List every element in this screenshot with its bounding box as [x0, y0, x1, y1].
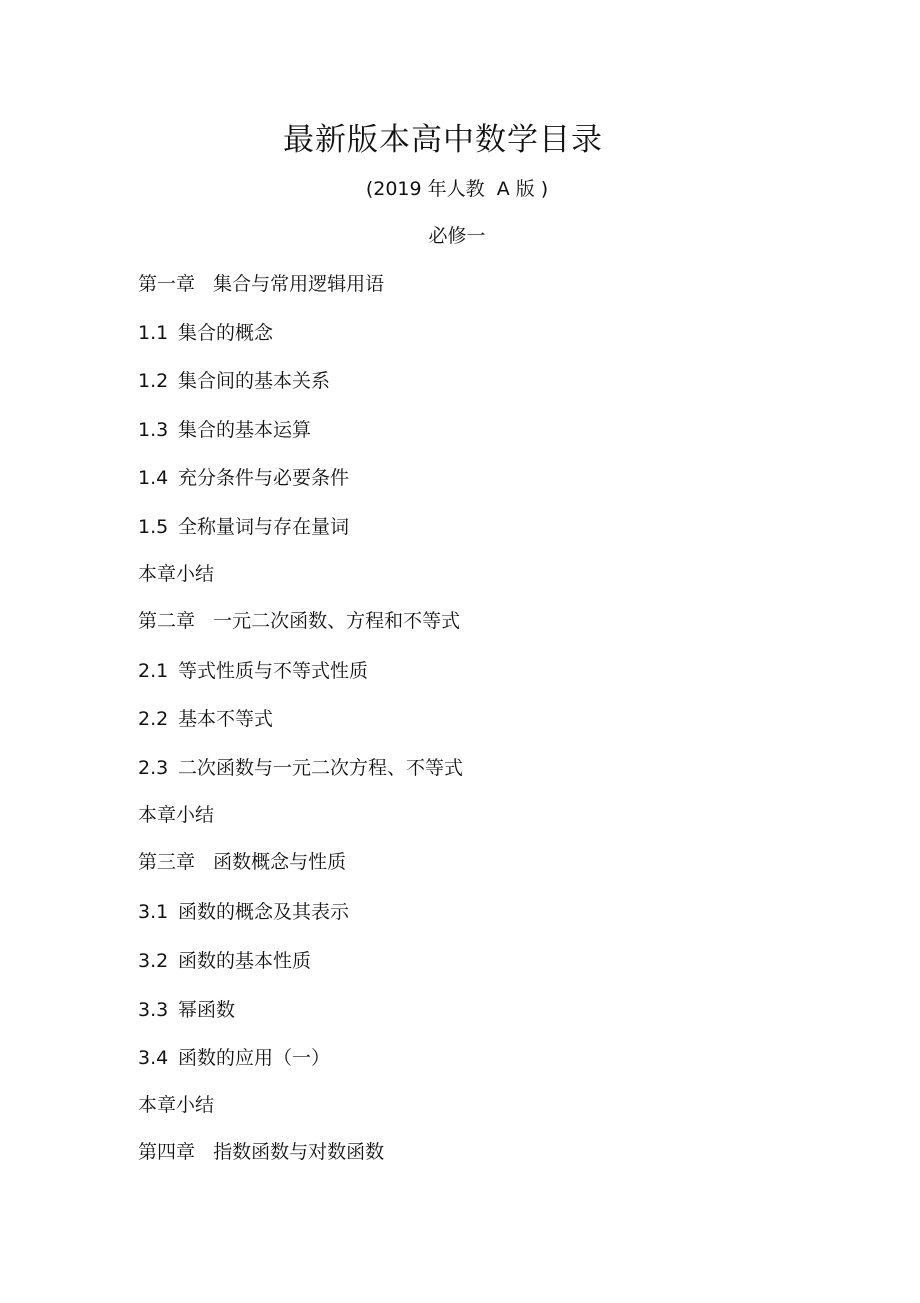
- section-title: 基本不等式: [178, 708, 274, 730]
- section-title: 集合间的基本关系: [178, 370, 331, 392]
- document-title: 最新版本高中数学目录: [283, 122, 603, 158]
- section-number: 2.3: [138, 757, 169, 779]
- chapter-heading: 第三章 函数概念与性质: [138, 851, 347, 873]
- section-title: 函数的基本性质: [178, 950, 312, 972]
- chapter-heading: 第一章 集合与常用逻辑用语: [138, 273, 385, 295]
- chapter-heading: 第四章 指数函数与对数函数: [138, 1141, 385, 1163]
- section-number: 3.1: [138, 901, 169, 923]
- section-number: 2.1: [138, 660, 169, 682]
- section-number: 1.4: [138, 467, 169, 489]
- section-title: 充分条件与必要条件: [178, 467, 350, 489]
- section-entry: [138, 513, 349, 541]
- section-entry: [138, 1044, 330, 1072]
- section-title: 全称量词与存在量词: [178, 516, 350, 538]
- section-entry: [138, 996, 235, 1024]
- section-number: 2.2: [138, 708, 169, 730]
- chapter-summary: 本章小结: [138, 563, 215, 585]
- section-entry: [138, 898, 349, 926]
- section-entry: [138, 947, 311, 975]
- section-number: 1.1: [138, 322, 169, 344]
- section-title: 集合的概念: [178, 322, 274, 344]
- document-subtitle: (2019 年人教 A 版 ): [365, 178, 549, 200]
- section-entry: [138, 754, 463, 782]
- section-entry: [138, 657, 368, 685]
- section-title: 集合的基本运算: [178, 419, 312, 441]
- chapter-summary: 本章小结: [138, 804, 215, 826]
- section-title: 幂函数: [178, 999, 236, 1021]
- section-number: 3.4: [138, 1047, 169, 1069]
- section-entry: [138, 416, 311, 444]
- chapter-heading: 第二章 一元二次函数、方程和不等式: [138, 610, 461, 632]
- section-number: 3.3: [138, 999, 169, 1021]
- section-entry: [138, 319, 273, 347]
- section-entry: [138, 705, 273, 733]
- section-number: 1.3: [138, 419, 169, 441]
- chapter-summary: 本章小结: [138, 1094, 215, 1116]
- section-number: 1.2: [138, 370, 169, 392]
- section-entry: [138, 464, 349, 492]
- volume-heading: 必修一: [428, 225, 486, 247]
- section-title: 函数的概念及其表示: [178, 901, 350, 923]
- section-title: 等式性质与不等式性质: [178, 660, 369, 682]
- section-number: 3.2: [138, 950, 169, 972]
- section-title: 函数的应用（一）: [178, 1047, 331, 1069]
- section-entry: [138, 367, 330, 395]
- section-number: 1.5: [138, 516, 169, 538]
- section-title: 二次函数与一元二次方程、不等式: [178, 757, 464, 779]
